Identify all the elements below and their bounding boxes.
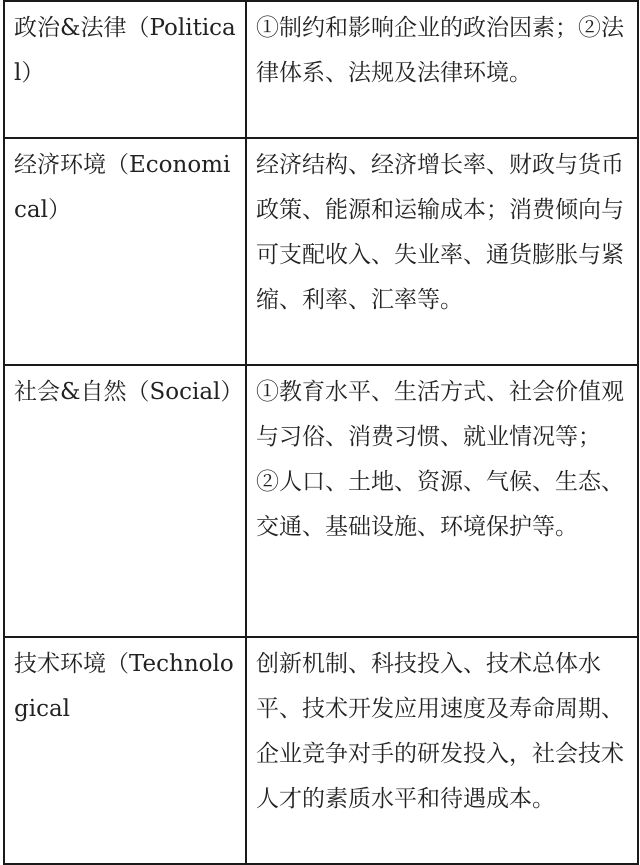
pest-analysis-table (3, 0, 639, 865)
factor-cell-economical: 经济环境（Economical） (4, 138, 246, 365)
factor-cell-technological: 技术环境（Technological (4, 637, 246, 864)
description-line: ②人口、土地、资源、气候、生态、交通、基础设施、环境保护等。 (256, 469, 624, 540)
table-row (4, 1, 638, 138)
table-row (4, 138, 638, 365)
description-cell-technological: 创新机制、科技投入、技术总体水平、技术开发应用速度及寿命周期、企业竞争对手的研发投入，社会技术人才的素质水平和待遇成本。 (246, 637, 638, 864)
description-cell-political: ①制约和影响企业的政治因素；②法律体系、法规及法律环境。 (246, 1, 638, 138)
description-line: ①教育水平、生活方式、社会价值观与习俗、消费习惯、就业情况等； (256, 379, 624, 450)
description-cell-economical: 经济结构、经济增长率、财政与货币政策、能源和运输成本；消费倾向与可支配收入、失业率、通货膨胀与紧缩、利率、汇率等。 (246, 138, 638, 365)
description-cell-social (246, 365, 638, 637)
factor-cell-social: 社会&自然（Social） (4, 365, 246, 637)
table-row (4, 637, 638, 864)
table-row (4, 365, 638, 637)
factor-cell-political: 政治&法律（Political） (4, 1, 246, 138)
